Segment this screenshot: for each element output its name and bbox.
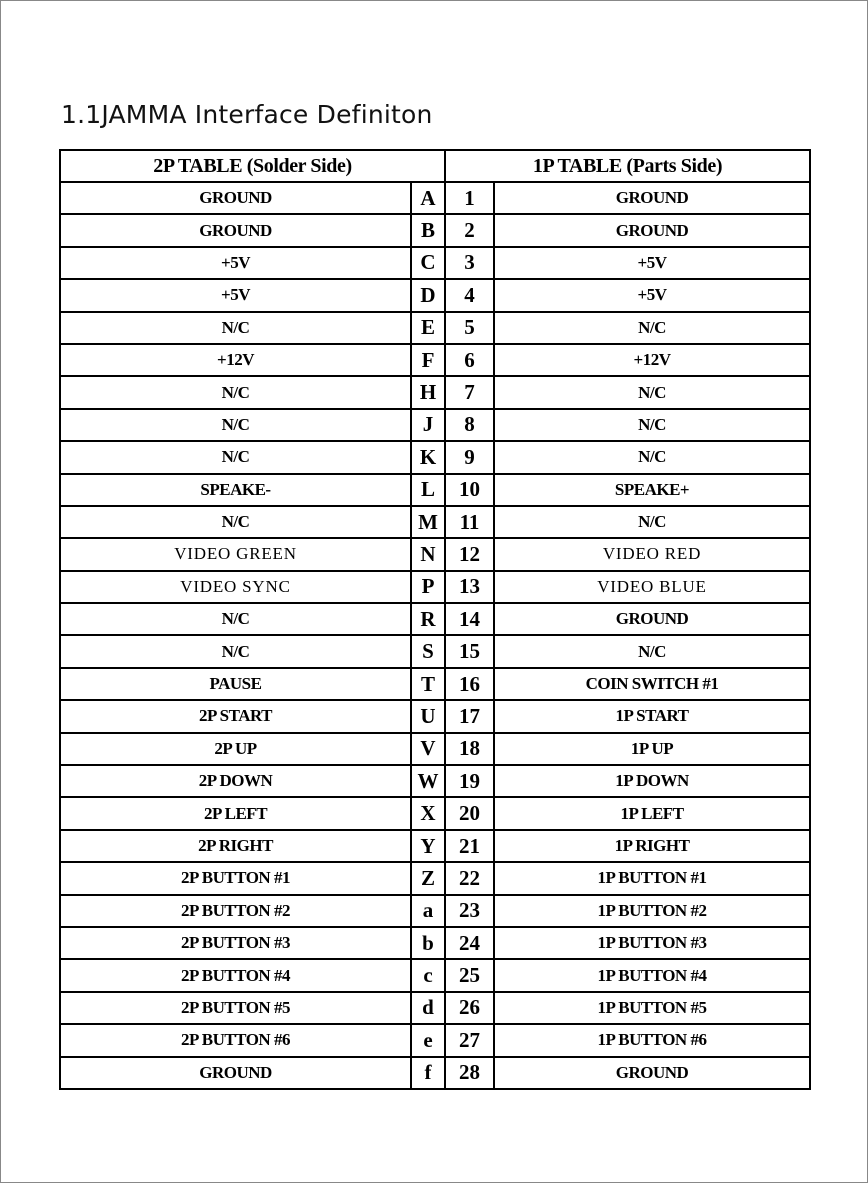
pin-letter: d — [411, 992, 445, 1024]
table-row — [60, 862, 810, 894]
solder-signal: +5V — [60, 247, 411, 279]
pin-number: 6 — [445, 344, 494, 376]
table-row — [60, 797, 810, 829]
solder-signal: 2P BUTTON #5 — [60, 992, 411, 1024]
table-row — [60, 247, 810, 279]
parts-signal: +5V — [494, 247, 810, 279]
pin-number: 21 — [445, 830, 494, 862]
pin-letter: E — [411, 312, 445, 344]
solder-signal: N/C — [60, 312, 411, 344]
header-solder-side: 2P TABLE (Solder Side) — [60, 150, 445, 182]
pin-number: 11 — [445, 506, 494, 538]
pin-letter: R — [411, 603, 445, 635]
solder-signal: VIDEO SYNC — [60, 571, 411, 603]
pin-number: 4 — [445, 279, 494, 311]
solder-signal: N/C — [60, 506, 411, 538]
pin-number: 16 — [445, 668, 494, 700]
solder-signal: 2P START — [60, 700, 411, 732]
solder-signal: 2P BUTTON #1 — [60, 862, 411, 894]
parts-signal: 1P BUTTON #6 — [494, 1024, 810, 1056]
solder-signal: GROUND — [60, 214, 411, 246]
table-row — [60, 538, 810, 570]
pin-letter: f — [411, 1057, 445, 1089]
parts-signal: N/C — [494, 441, 810, 473]
pin-letter: W — [411, 765, 445, 797]
parts-signal: SPEAKE+ — [494, 474, 810, 506]
pin-letter: a — [411, 895, 445, 927]
table-row — [60, 733, 810, 765]
parts-signal: 1P DOWN — [494, 765, 810, 797]
parts-signal: 1P UP — [494, 733, 810, 765]
document-title: 1.1JAMMA Interface Definiton — [61, 100, 433, 129]
pin-number: 3 — [445, 247, 494, 279]
pin-letter: H — [411, 376, 445, 408]
parts-signal: 1P LEFT — [494, 797, 810, 829]
parts-signal: GROUND — [494, 182, 810, 214]
table-row — [60, 765, 810, 797]
pin-letter: Y — [411, 830, 445, 862]
table-row — [60, 992, 810, 1024]
solder-signal: 2P BUTTON #3 — [60, 927, 411, 959]
pin-letter: X — [411, 797, 445, 829]
pin-number: 20 — [445, 797, 494, 829]
pin-letter: A — [411, 182, 445, 214]
pin-number: 13 — [445, 571, 494, 603]
table-row — [60, 927, 810, 959]
solder-signal: PAUSE — [60, 668, 411, 700]
pin-rows — [60, 182, 810, 1089]
pin-letter: S — [411, 635, 445, 667]
pin-number: 8 — [445, 409, 494, 441]
table-row — [60, 635, 810, 667]
parts-signal: N/C — [494, 506, 810, 538]
pin-letter: b — [411, 927, 445, 959]
solder-signal: GROUND — [60, 182, 411, 214]
solder-signal: N/C — [60, 376, 411, 408]
table-row — [60, 506, 810, 538]
pin-letter: e — [411, 1024, 445, 1056]
pin-number: 7 — [445, 376, 494, 408]
solder-signal: 2P RIGHT — [60, 830, 411, 862]
solder-signal: VIDEO GREEN — [60, 538, 411, 570]
solder-signal: 2P BUTTON #2 — [60, 895, 411, 927]
table-row — [60, 830, 810, 862]
parts-signal: N/C — [494, 635, 810, 667]
pin-number: 27 — [445, 1024, 494, 1056]
parts-signal: N/C — [494, 376, 810, 408]
solder-signal: N/C — [60, 635, 411, 667]
table-row — [60, 895, 810, 927]
table-row — [60, 344, 810, 376]
table-header-row — [60, 150, 810, 182]
pin-letter: B — [411, 214, 445, 246]
pin-letter: P — [411, 571, 445, 603]
table-row — [60, 279, 810, 311]
parts-signal: 1P START — [494, 700, 810, 732]
table-row — [60, 1024, 810, 1056]
parts-signal: GROUND — [494, 1057, 810, 1089]
parts-signal: 1P BUTTON #4 — [494, 959, 810, 991]
solder-signal: 2P UP — [60, 733, 411, 765]
table-row — [60, 409, 810, 441]
parts-signal: +12V — [494, 344, 810, 376]
table-row — [60, 182, 810, 214]
solder-signal: N/C — [60, 441, 411, 473]
parts-signal: VIDEO RED — [494, 538, 810, 570]
pin-number: 19 — [445, 765, 494, 797]
pin-letter: K — [411, 441, 445, 473]
pin-number: 15 — [445, 635, 494, 667]
parts-signal: 1P RIGHT — [494, 830, 810, 862]
table-row — [60, 214, 810, 246]
pin-letter: V — [411, 733, 445, 765]
pin-number: 14 — [445, 603, 494, 635]
table-row — [60, 959, 810, 991]
pin-number: 18 — [445, 733, 494, 765]
table-row — [60, 668, 810, 700]
table-row — [60, 441, 810, 473]
pin-number: 23 — [445, 895, 494, 927]
parts-signal: 1P BUTTON #3 — [494, 927, 810, 959]
table-row — [60, 1057, 810, 1089]
solder-signal: 2P LEFT — [60, 797, 411, 829]
parts-signal: N/C — [494, 312, 810, 344]
pin-number: 5 — [445, 312, 494, 344]
table-row — [60, 376, 810, 408]
pin-number: 28 — [445, 1057, 494, 1089]
pin-number: 12 — [445, 538, 494, 570]
pin-letter: C — [411, 247, 445, 279]
table-row — [60, 700, 810, 732]
solder-signal: +12V — [60, 344, 411, 376]
table-row — [60, 312, 810, 344]
header-parts-side: 1P TABLE (Parts Side) — [445, 150, 810, 182]
pin-letter: L — [411, 474, 445, 506]
table-row — [60, 571, 810, 603]
parts-signal: +5V — [494, 279, 810, 311]
parts-signal: VIDEO BLUE — [494, 571, 810, 603]
solder-signal: +5V — [60, 279, 411, 311]
pin-letter: c — [411, 959, 445, 991]
parts-signal: GROUND — [494, 214, 810, 246]
pin-number: 1 — [445, 182, 494, 214]
pin-letter: Z — [411, 862, 445, 894]
solder-signal: 2P BUTTON #4 — [60, 959, 411, 991]
pin-letter: T — [411, 668, 445, 700]
pin-number: 24 — [445, 927, 494, 959]
pin-letter: D — [411, 279, 445, 311]
pin-letter: F — [411, 344, 445, 376]
pin-letter: M — [411, 506, 445, 538]
parts-signal: N/C — [494, 409, 810, 441]
solder-signal: N/C — [60, 409, 411, 441]
parts-signal: 1P BUTTON #2 — [494, 895, 810, 927]
pin-number: 22 — [445, 862, 494, 894]
pin-number: 17 — [445, 700, 494, 732]
pin-letter: U — [411, 700, 445, 732]
pin-number: 2 — [445, 214, 494, 246]
pin-number: 25 — [445, 959, 494, 991]
solder-signal: SPEAKE- — [60, 474, 411, 506]
pin-number: 9 — [445, 441, 494, 473]
parts-signal: 1P BUTTON #1 — [494, 862, 810, 894]
table-row — [60, 603, 810, 635]
solder-signal: 2P DOWN — [60, 765, 411, 797]
solder-signal: GROUND — [60, 1057, 411, 1089]
pin-letter: N — [411, 538, 445, 570]
jamma-pinout-table — [59, 149, 811, 1090]
table-row — [60, 474, 810, 506]
pin-letter: J — [411, 409, 445, 441]
solder-signal: N/C — [60, 603, 411, 635]
parts-signal: GROUND — [494, 603, 810, 635]
pin-number: 10 — [445, 474, 494, 506]
pin-number: 26 — [445, 992, 494, 1024]
solder-signal: 2P BUTTON #6 — [60, 1024, 411, 1056]
parts-signal: 1P BUTTON #5 — [494, 992, 810, 1024]
parts-signal: COIN SWITCH #1 — [494, 668, 810, 700]
